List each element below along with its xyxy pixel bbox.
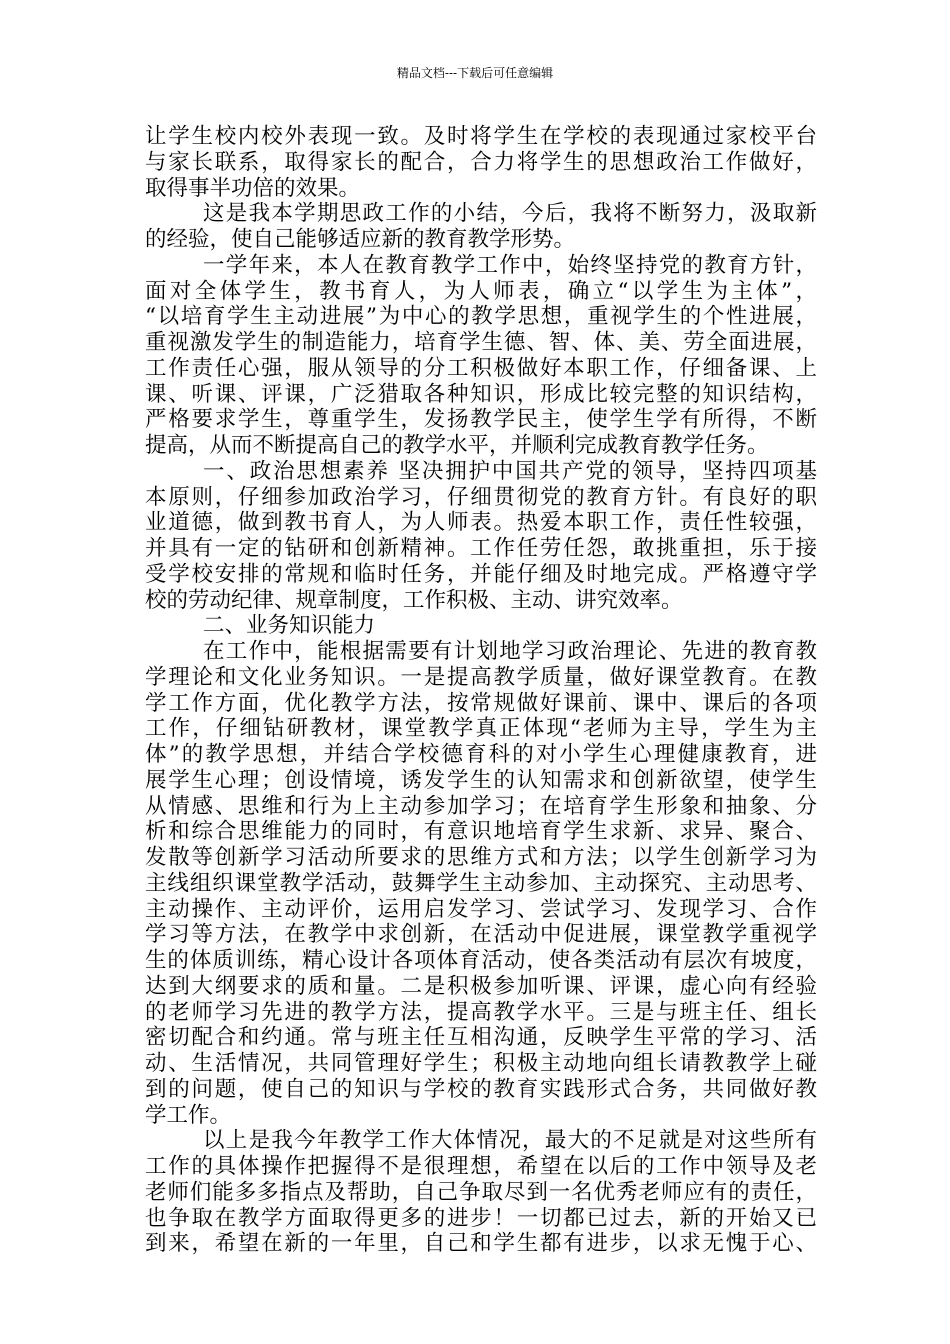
text-line: 并具有一定的钻研和创新精神。工作任劳任怨，敢挑重担，乐于接: [145, 536, 817, 561]
text-line: 面对全体学生，教书育人，为人师表，确立“以学生为主体”，: [145, 278, 817, 304]
text-line: 在工作中，能根据需要有计划地学习政治理论、先进的教育教: [203, 639, 817, 664]
text-line: 与家长联系，取得家长的配合，合力将学生的思想政治工作做好，: [145, 149, 817, 175]
text-line: 密切配合和约通。常与班主任互相沟通，反映学生平常的学习、活: [145, 1025, 817, 1051]
text-line: 达到大纲要求的质和量。二是积极参加听课、评课，虚心向有经验: [145, 973, 817, 999]
text-line: 生的体质训练，精心设计各项体育活动，使各类活动有层次有坡度，: [145, 948, 817, 973]
page-header: 精品文档---下载后可任意编辑: [396, 66, 554, 80]
document-body: [145, 124, 817, 1257]
text-line: 本原则，仔细参加政治学习，仔细贯彻党的教育方针。有良好的职: [145, 484, 817, 510]
text-line: 以上是我今年教学工作大体情况，最大的不足就是对这些所有: [203, 1128, 817, 1154]
text-line: 业道德，做到教书育人，为人师表。热爱本职工作，责任性较强，: [145, 510, 817, 536]
text-line: 学工作。: [145, 1102, 232, 1128]
text-line: 主线组织课堂教学活动，鼓舞学生主动参加、主动探究、主动思考、: [145, 870, 817, 896]
text-line: 工作，仔细钻研教材，课堂教学真正体现“老师为主导，学生为主: [145, 716, 817, 742]
text-line: 学工作方面，优化教学方法，按常规做好课前、课中、课后的各项: [145, 690, 817, 716]
text-line: 校的劳动纪律、规章制度，工作积极、主动、讲究效率。: [145, 587, 683, 613]
text-line: 的老师学习先进的教学方法，提高教学水平。三是与班主任、组长: [145, 999, 817, 1025]
text-line: 发散等创新学习活动所要求的思维方式和方法；以学生创新学习为: [145, 845, 817, 870]
text-line: 一学年来，本人在教育教学工作中，始终坚持党的教育方针，: [203, 252, 817, 278]
text-line: 主动操作、主动评价，运用启发学习、尝试学习、发现学习、合作: [145, 896, 817, 922]
text-line: 取得事半功倍的效果。: [145, 175, 361, 201]
text-line: 的经验，使自己能够适应新的教育教学形势。: [145, 227, 576, 252]
text-line: 也争取在教学方面取得更多的进步！一切都已过去，新的开始又已: [145, 1205, 817, 1231]
text-line: 动、生活情况，共同管理好学生；积极主动地向组长请教教学上碰: [145, 1051, 817, 1076]
text-line: 老师们能多多指点及帮助，自己争取尽到一名优秀老师应有的责任，: [145, 1179, 817, 1205]
text-line: 重视激发学生的制造能力，培育学生德、智、体、美、劳全面进展，: [145, 330, 817, 355]
text-line: 这是我本学期思政工作的小结，今后，我将不断努力，汲取新: [203, 201, 817, 227]
text-line: 体”的教学思想，并结合学校德育科的对小学生心理健康教育，进: [145, 742, 817, 767]
text-line: 提高，从而不断提高自己的教学水平，并顺利完成教育教学任务。: [145, 433, 769, 458]
text-line: 工作责任心强，服从领导的分工积极做好本职工作，仔细备课、上: [145, 355, 817, 381]
text-line: “以培育学生主动进展”为中心的教学思想，重视学生的个性进展，: [145, 304, 817, 330]
text-line: 课、听课、评课，广泛猎取各种知识，形成比较完整的知识结构，: [145, 381, 817, 407]
text-line: 学理论和文化业务知识。一是提高教学质量，做好课堂教育。在教: [145, 664, 817, 690]
text-line: 从情感、思维和行为上主动参加学习；在培育学生形象和抽象、分: [145, 793, 817, 819]
text-line: 一、政治思想素养 坚决拥护中国共产党的领导，坚持四项基: [203, 458, 817, 484]
text-line: 到的问题，使自己的知识与学校的教育实践形式合务，共同做好教: [145, 1076, 817, 1102]
text-line: 让学生校内校外表现一致。及时将学生在学校的表现通过家校平台: [145, 124, 817, 149]
text-line: 工作的具体操作把握得不是很理想，希望在以后的工作中领导及老: [145, 1154, 817, 1179]
section-heading: 二、业务知识能力: [203, 613, 376, 639]
text-line: 析和综合思维能力的同时，有意识地培育学生求新、求异、聚合、: [145, 819, 817, 845]
text-line: 学习等方法，在教学中求创新，在活动中促进展，课堂教学重视学: [145, 922, 817, 948]
text-line: 严格要求学生，尊重学生，发扬教学民主，使学生学有所得，不断: [145, 407, 817, 433]
text-line: 展学生心理；创设情境，诱发学生的认知需求和创新欲望，使学生: [145, 767, 817, 793]
text-line: 到来，希望在新的一年里，自己和学生都有进步，以求无愧于心、: [145, 1231, 817, 1257]
text-line: 受学校安排的常规和临时任务，并能仔细及时地完成。严格遵守学: [145, 561, 817, 587]
